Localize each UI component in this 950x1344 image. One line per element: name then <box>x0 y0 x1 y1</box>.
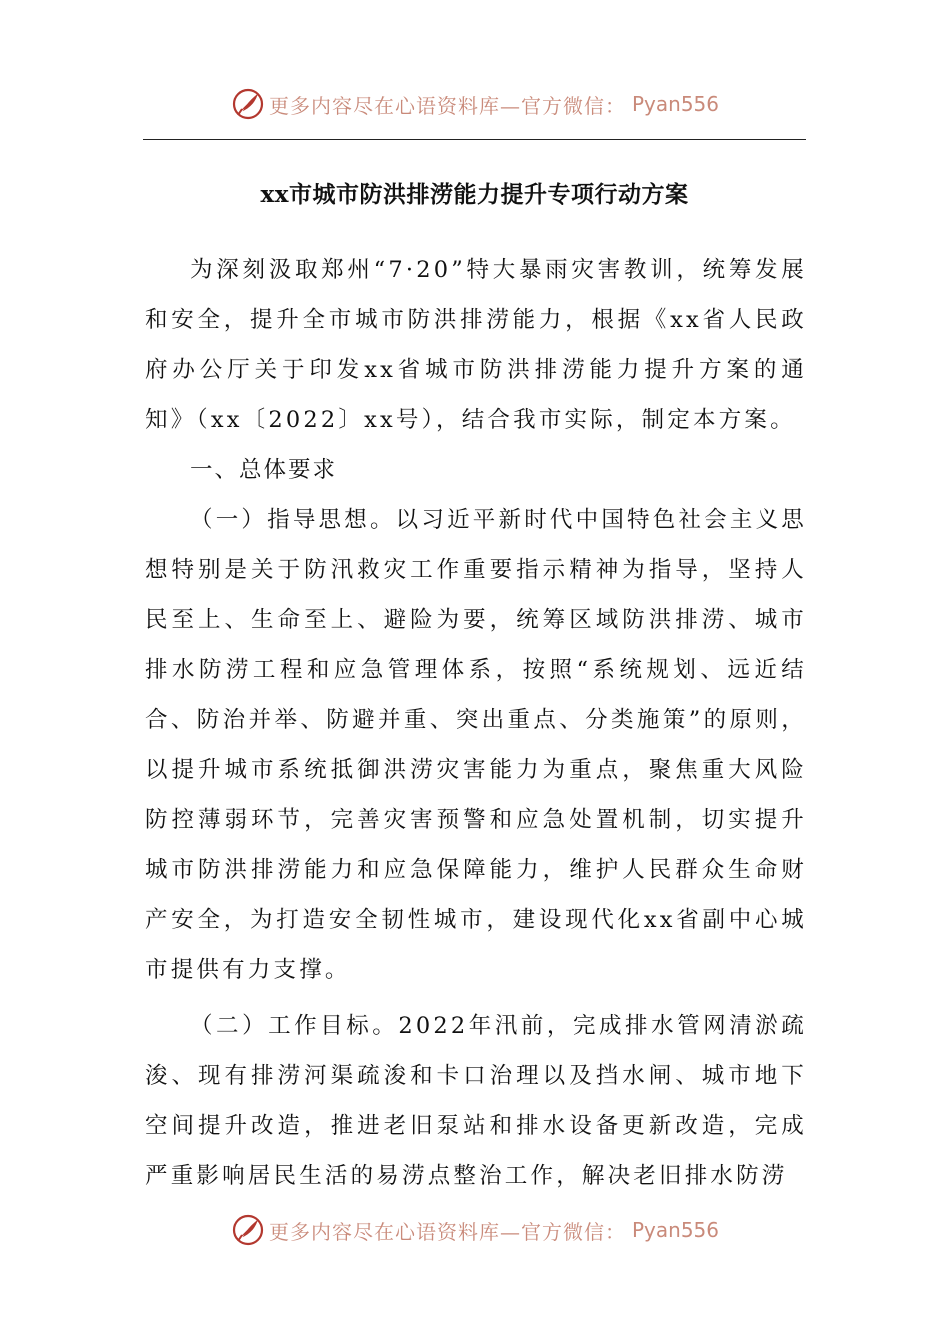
footer-banner <box>0 1210 950 1250</box>
banner-wechat-id: Pyan556 <box>631 92 719 116</box>
document-title: xx市城市防洪排涝能力提升专项行动方案 <box>260 181 689 208</box>
document-body <box>145 245 807 1201</box>
header-divider <box>143 139 806 140</box>
quill-logo-icon <box>231 87 265 121</box>
banner-text: 更多内容尽在心语资料库—官方微信： <box>268 1219 626 1244</box>
banner-wechat-id: Pyan556 <box>631 1218 719 1242</box>
intro-paragraph: 为深刻汲取郑州“7·20”特大暴雨灾害教训，统筹发展和安全，提升全市城市防洪排涝能力，根据《xx省人民政府办公厅关于印发xx省城市防洪排涝能力提升方案的通知》（xx〔2022〕xx号），结合我市实际，制定本方案。 <box>145 257 807 433</box>
work-goals-paragraph: （二）工作目标。2022年汛前，完成排水管网清淤疏浚、现有排涝河渠疏浚和卡口治理以及挡水闸、城市地下空间提升改造，推进老旧泵站和排水设备更新改造，完成严重影响居民生活的易涝点整治工作，解决老旧排水防涝 <box>145 1013 807 1189</box>
banner-text: 更多内容尽在心语资料库—官方微信： <box>268 93 626 118</box>
quill-logo-icon <box>231 1213 265 1247</box>
guiding-ideology-paragraph: （一）指导思想。以习近平新时代中国特色社会主义思想特别是关于防汛救灾工作重要指示精神为指导，坚持人民至上、生命至上、避险为要，统筹区域防洪排涝、城市排水防涝工程和应急管理体系，按照“系统规划、远近结合、防治并举、防避并重、突出重点、分类施策”的原则，以提升城市系统抵御洪涝灾害能力为重点，聚焦重大风险防控薄弱环节，完善灾害预警和应急处置机制，切实提升城市防洪排涝能力和应急保障能力，维护人民群众生命财产安全，为打造安全韧性城市，建设现代化xx省副中心城市提供有力支撑。 <box>145 507 807 983</box>
header-banner <box>0 84 950 124</box>
section-heading: 一、总体要求 <box>190 457 338 483</box>
